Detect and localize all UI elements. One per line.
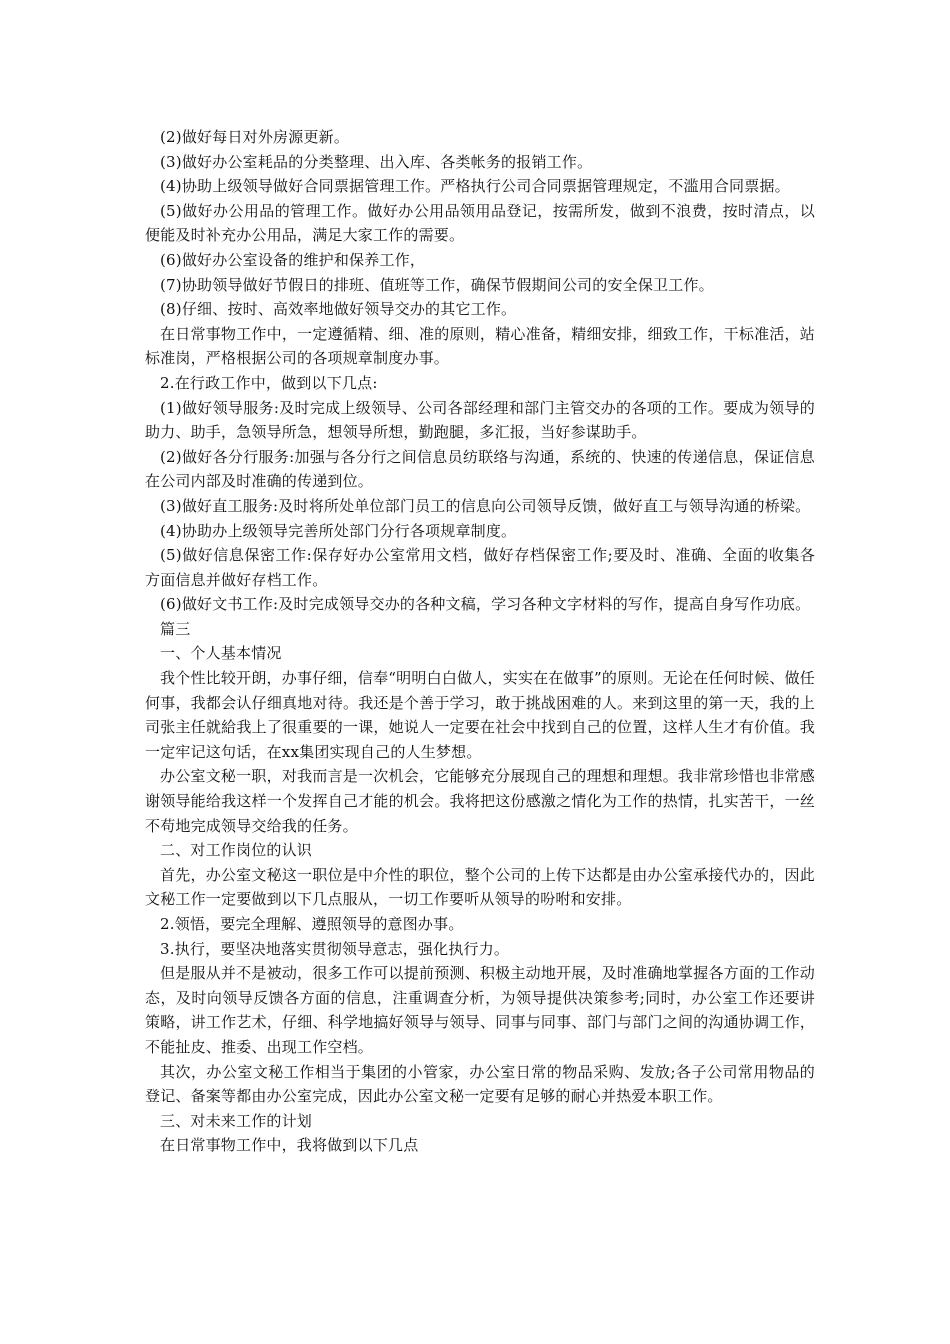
paragraph: 2.在行政工作中，做到以下几点: (160, 373, 378, 392)
paragraph: 在日常事物工作中，一定遵循精、细、准的原则，精心准备，精细安排，细致工作，干标准活，站标准岗，严格根据公司的各项规章制度办事。 (145, 324, 815, 368)
paragraph: 3.执行，要坚决地落实贯彻领导意志，强化执行力。 (160, 939, 510, 958)
section-heading: 三、对未来工作的计划 (160, 1111, 313, 1130)
paragraph: (5)做好办公用品的管理工作。做好办公用品领用品登记，按需所发，做到不浪费，按时清点，以便能及时补充办公用品，满足大家工作的需要。 (145, 201, 815, 245)
paragraph: (2)做好各分行服务:加强与各分行之间信息员纺联络与沟通，系统的、快速的传递信息，保证信息在公司内部及时准确的传递到位。 (145, 447, 815, 491)
paragraph: (4)协助办上级领导完善所处部门分行各项规章制度。 (160, 521, 517, 540)
paragraph: 我个性比较开朗，办事仔细，信奉“明明白白做人，实实在在做事”的原则。无论在任何时候、做任何事，我都会认仔细真地对待。我还是个善于学习，敢于挑战困难的人。来到这里的第一天，我的上司张主任就給我上了很重要的一课，她说人一定要在社会中找到自己的位置，这样人生才有价值。我一定牢记这句话，在xx集团实现自己的人生梦想。 (145, 669, 815, 761)
section-heading: 一、个人基本情况 (160, 644, 282, 663)
paragraph: 在日常事物工作中，我将做到以下几点 (160, 1136, 419, 1155)
section-heading: 篇三 (160, 619, 191, 638)
paragraph: (8)仔细、按时、高效率地做好领导交办的其它工作。 (160, 300, 517, 319)
paragraph: (3)做好直工服务:及时将所处单位部门员工的信息向公司领导反馈，做好直工与领导沟通的桥梁。 (160, 496, 811, 515)
section-heading: 二、对工作岗位的认识 (160, 841, 313, 860)
paragraph: 但是服从并不是被动，很多工作可以提前预测、积极主动地开展，及时准确地掌握各方面的工作动态，及时向领导反馈各方面的信息，注重调查分析，为领导提供决策参考;同时，办公室工作还要讲策略，讲工作艺术，仔细、科学地搞好领导与领导、同事与同事、部门与部门之间的沟通协调工作，不能扯皮、推委、出现工作空档。 (145, 964, 815, 1056)
paragraph: (1)做好领导服务:及时完成上级领导、公司各部经理和部门主管交办的各项的工作。要成为领导的助力、助手，急领导所急，想领导所想，勤跑腿，多汇报，当好参谋助手。 (145, 398, 815, 442)
paragraph: (6)做好办公室设备的维护和保养工作， (160, 250, 426, 269)
paragraph: (5)做好信息保密工作:保存好办公室常用文档，做好存档保密工作;要及时、准确、全面的收集各方面信息并做好存档工作。 (145, 546, 815, 589)
paragraph: (6)做好文书工作:及时完成领导交办的各种文稿，学习各种文字材料的写作，提高自身写作功底。 (160, 595, 811, 614)
paragraph: 办公室文秘一职，对我而言是一次机会，它能够充分展现自己的理想和理想。我非常珍惜也非常感谢领导能给我这样一个发挥自己才能的机会。我将把这份感激之情化为工作的热情，扎实苦干，一丝不苟地完成领导交给我的任务。 (145, 767, 815, 835)
paragraph: 2.领悟，要完全理解、遵照领导的意图办事。 (160, 915, 464, 933)
paragraph: 首先，办公室文秘这一职位是中介性的职位，整个公司的上传下达都是由办公室承接代办的，因此文秘工作一定要做到以下几点服从，一切工作要听从领导的吩咐和安排。 (145, 865, 815, 909)
paragraph: (7)协助领导做好节假日的排班、值班等工作，确保节假期间公司的安全保卫工作。 (160, 275, 714, 294)
paragraph: (4)协助上级领导做好合同票据管理工作。严格执行公司合同票据管理规定，不滥用合同票据。 (160, 177, 790, 196)
document-body (145, 125, 815, 1158)
paragraph: 其次，办公室文秘工作相当于集团的小管家，办公室日常的物品采购、发放;各子公司常用物品的登记、备案等都由办公室完成，因此办公室文秘一定要有足够的耐心并热爱本职工作。 (145, 1062, 815, 1106)
paragraph: (2)做好每日对外房源更新。 (160, 128, 350, 146)
paragraph: (3)做好办公室耗品的分类整理、出入库、各类帐务的报销工作。 (160, 152, 593, 171)
